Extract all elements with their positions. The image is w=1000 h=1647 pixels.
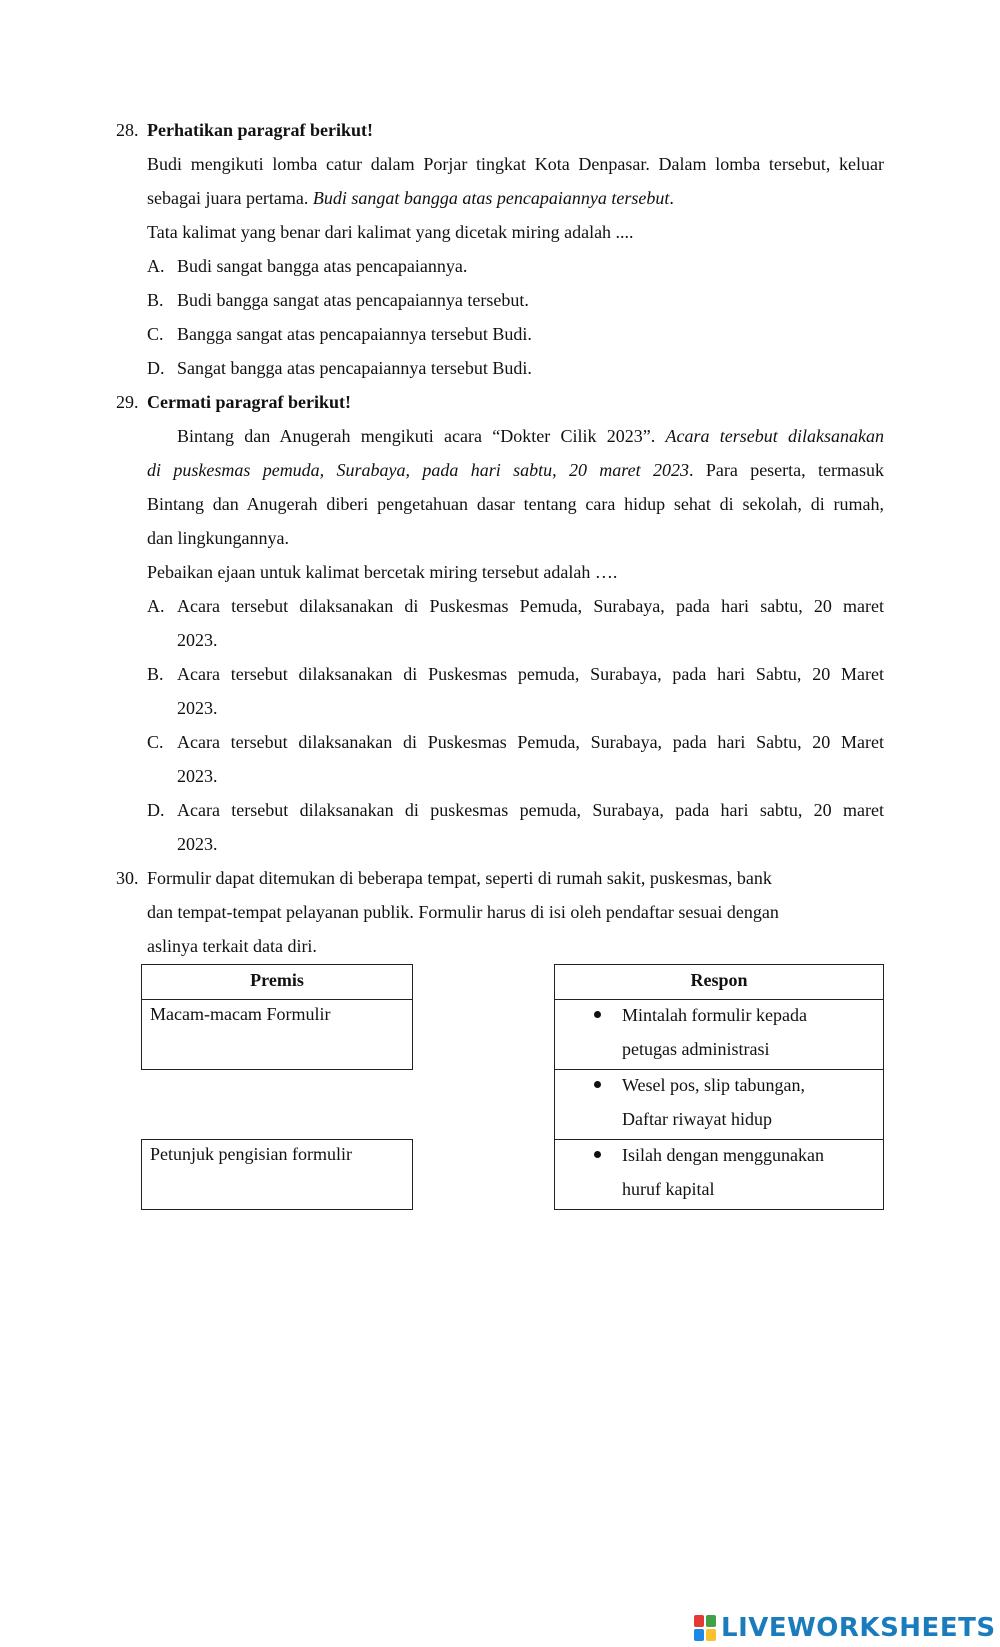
liveworksheets-logo (694, 1614, 996, 1642)
logo-square-yellow (706, 1629, 716, 1641)
premis-header-divider (141, 999, 413, 1000)
q29-paragraph-line3: Bintang dan Anugerah diberi pengetahuan dasar tentang cara hidup sehat di sekolah, di rumah, (147, 494, 884, 514)
q28-option-c[interactable]: Bangga sangat atas pencapaiannya tersebut Budi. (177, 324, 532, 344)
respon-item-1-line1[interactable]: Mintalah formulir kepada (622, 1005, 807, 1025)
q29-paragraph-line1 (177, 427, 884, 445)
respon-item-2-line1[interactable]: Wesel pos, slip tabungan, (622, 1075, 806, 1095)
q29-instruction: Cermati paragraf berikut! (147, 392, 351, 412)
premis-item-1[interactable]: Macam-macam Formulir (150, 1004, 331, 1024)
q29-para-l2-italic: di puskesmas pemuda, Surabaya, pada hari sabtu, 20 maret 2023 (147, 460, 689, 480)
respon-item-3-line2[interactable]: huruf kapital (622, 1179, 715, 1199)
premis-header: Premis (250, 970, 304, 990)
q28-question: Tata kalimat yang benar dari kalimat yang dicetak miring adalah .... (147, 222, 634, 242)
q28-paragraph-plain: sebagai juara pertama. (147, 188, 309, 208)
q28-paragraph-line1: Budi mengikuti lomba catur dalam Porjar tingkat Kota Denpasar. Dalam lomba tersebut, keluar (147, 154, 884, 174)
logo-square-red (694, 1615, 704, 1627)
q29-option-d-letter[interactable]: D. (147, 800, 165, 820)
q29-option-d[interactable]: Acara tersebut dilaksanakan di puskesmas pemuda, Surabaya, pada hari sabtu, 20 maret (177, 800, 884, 820)
logo-square-blue (694, 1629, 704, 1641)
q28-option-c-letter[interactable]: C. (147, 324, 164, 344)
q28-instruction: Perhatikan paragraf berikut! (147, 120, 373, 140)
q28-option-b[interactable]: Budi bangga sangat atas pencapaiannya tersebut. (177, 290, 529, 310)
q29-number: 29. (116, 392, 139, 412)
respon-divider-1 (554, 1069, 884, 1070)
q29-option-b[interactable]: Acara tersebut dilaksanakan di Puskesmas pemuda, Surabaya, pada hari Sabtu, 20 Maret (177, 664, 884, 684)
q28-option-b-letter[interactable]: B. (147, 290, 164, 310)
q28-option-a[interactable]: Budi sangat bangga atas pencapaiannya. (177, 256, 468, 276)
q29-para-l2-plain: . Para peserta, termasuk (689, 460, 884, 480)
bullet-icon (594, 1011, 601, 1018)
q29-option-c-cont[interactable]: 2023. (177, 766, 218, 786)
q28-option-a-letter[interactable]: A. (147, 256, 165, 276)
q28-paragraph-period: . (669, 188, 674, 208)
bullet-icon (594, 1151, 601, 1158)
liveworksheets-logo-text: LIVEWORKSHEETS (721, 1613, 996, 1643)
q29-para-l1-italic: Acara tersebut dilaksanakan (665, 426, 884, 446)
q29-question: Pebaikan ejaan untuk kalimat bercetak miring tersebut adalah …. (147, 562, 618, 582)
respon-divider-2 (554, 1139, 884, 1140)
q29-option-d-cont[interactable]: 2023. (177, 834, 218, 854)
liveworksheets-logo-icon (694, 1615, 716, 1641)
q29-paragraph-line4: dan lingkungannya. (147, 528, 289, 548)
q28-italic-sentence: Budi sangat bangga atas pencapaiannya tersebut (312, 188, 670, 208)
q29-option-a-letter[interactable]: A. (147, 596, 165, 616)
premis-item-2[interactable]: Petunjuk pengisian formulir (150, 1144, 352, 1164)
q29-para-l1-plain: Bintang dan Anugerah mengikuti acara “Dokter Cilik 2023”. (177, 426, 656, 446)
bullet-icon (594, 1081, 601, 1088)
q28-option-d[interactable]: Sangat bangga atas pencapaiannya tersebut Budi. (177, 358, 532, 378)
respon-item-1-line2[interactable]: petugas administrasi (622, 1039, 770, 1059)
respon-item-2-line2[interactable]: Daftar riwayat hidup (622, 1109, 772, 1129)
q28-option-d-letter[interactable]: D. (147, 358, 165, 378)
q29-option-b-letter[interactable]: B. (147, 664, 164, 684)
respon-header: Respon (690, 970, 748, 990)
q30-text-line1: Formulir dapat ditemukan di beberapa tempat, seperti di rumah sakit, puskesmas, bank (147, 868, 772, 888)
q29-option-c[interactable]: Acara tersebut dilaksanakan di Puskesmas Pemuda, Surabaya, pada hari Sabtu, 20 Maret (177, 732, 884, 752)
q29-paragraph-line2 (147, 461, 884, 479)
q30-text-line2: dan tempat-tempat pelayanan publik. Formulir harus di isi oleh pendaftar sesuai dengan (147, 902, 779, 922)
q30-text-line3: aslinya terkait data diri. (147, 936, 317, 956)
q28-number: 28. (116, 120, 139, 140)
q29-option-a-cont[interactable]: 2023. (177, 630, 218, 650)
q29-option-b-cont[interactable]: 2023. (177, 698, 218, 718)
q29-option-c-letter[interactable]: C. (147, 732, 164, 752)
respon-header-divider (554, 999, 884, 1000)
respon-item-3-line1[interactable]: Isilah dengan menggunakan (622, 1145, 824, 1165)
q28-paragraph-line2 (147, 189, 674, 207)
q29-option-a[interactable]: Acara tersebut dilaksanakan di Puskesmas Pemuda, Surabaya, pada hari sabtu, 20 maret (177, 596, 884, 616)
logo-square-green (706, 1615, 716, 1627)
q30-number: 30. (116, 868, 139, 888)
